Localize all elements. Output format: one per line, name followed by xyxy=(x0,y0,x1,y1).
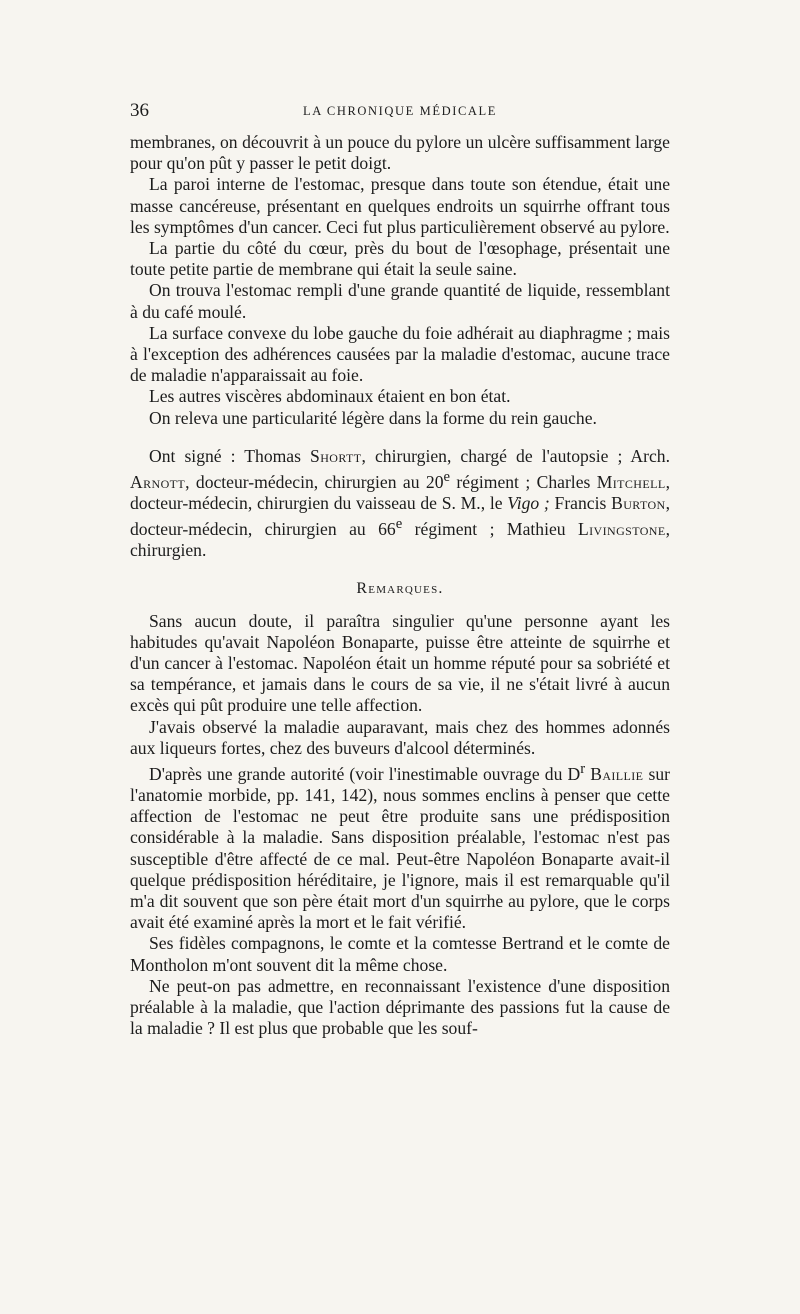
paragraph: J'avais observé la maladie auparavant, mais chez des hommes adonnés aux liqueurs fortes, chez des buveurs d'alcool déterminés. xyxy=(130,716,670,758)
paragraph: La paroi interne de l'estomac, presque dans toute son étendue, était une masse cancéreuse, présentant en quelques endroits un squirrhe offrant tous les symptômes d'un cancer. Ceci fut plus particulièrement observé au pylore. xyxy=(130,174,670,237)
sig-text: régiment ; Charles xyxy=(450,471,597,492)
signatory-name: Shortt xyxy=(310,445,362,466)
paragraph: On trouva l'estomac rempli d'une grande quantité de liquide, ressemblant à du café moulé. xyxy=(130,280,670,322)
paragraph: Ne peut-on pas admettre, en reconnaissant l'existence d'une disposition préalable à la maladie, que l'action déprimante des passions fut la cause de la maladie ? Il est plus que probable que les souf- xyxy=(130,975,670,1039)
paragraph: On releva une particularité légère dans la forme du rein gauche. xyxy=(149,407,597,428)
paragraph: Ses fidèles compagnons, le comte et la comtesse Bertrand et le comte de Montholon m'ont souvent dit la même chose. xyxy=(130,933,670,975)
sig-text: , docteur-médecin, chirurgien du vaisseau de S. M., le xyxy=(130,471,670,514)
ship-name: Vigo ; xyxy=(507,493,550,514)
signatory-name: Arnott xyxy=(130,471,186,492)
page-header xyxy=(130,100,670,126)
signatory-name: Burton xyxy=(611,493,666,514)
body-text xyxy=(130,132,670,1040)
superscript: r xyxy=(580,761,586,777)
sig-text: , docteur-médecin, chirurgien au 66 xyxy=(130,493,671,540)
paragraph: Les autres viscères abdominaux étaient en bon état. xyxy=(149,386,511,407)
paragraph: Sans aucun doute, il paraîtra singulier qu'une personne ayant les habitudes qu'avait Napoléon Bonaparte, puisse être atteinte de squirrhe et d'un cancer à l'estomac. Napoléon était un homme réputé pour sa sobriété et sa tempérance, et jamais dans le cours de sa vie, il ne s'était livré à aucun excès qui pût produire une telle affection. xyxy=(130,610,670,716)
signatory-name: Livingstone xyxy=(578,519,666,540)
signatures-paragraph xyxy=(130,446,670,562)
page xyxy=(130,100,670,1040)
section-title: Remarques. xyxy=(356,579,444,597)
sig-text: , chirurgien. xyxy=(130,519,670,561)
paragraph-text: D'après une grande autorité (voir l'inestimable ouvrage du D xyxy=(149,763,581,784)
sig-text: Ont signé : Thomas xyxy=(149,445,311,466)
superscript: e xyxy=(443,469,451,486)
paragraph: membranes, on découvrit à un pouce du pylore un ulcère suffisamment large pour qu'on pût y passer le petit doigt. xyxy=(130,132,670,174)
sig-text: , docteur-médecin, chirurgien au 20 xyxy=(185,471,444,492)
page-number: 36 xyxy=(130,100,149,121)
signatory-name: Mitchell xyxy=(596,471,666,492)
paragraph: La surface convexe du lobe gauche du foie adhérait au diaphragme ; mais à l'exception des adhérences causées par la maladie d'estomac, aucune trace de maladie n'apparaissait au foie. xyxy=(130,322,670,386)
running-head: LA CHRONIQUE MÉDICALE xyxy=(302,104,497,118)
sig-text: régiment ; Mathieu xyxy=(402,519,578,540)
cited-author: Baillie xyxy=(590,763,644,784)
paragraph xyxy=(130,759,670,933)
paragraph-text: sur l'anatomie morbide, pp. 141, 142), nous sommes enclins à penser que cette affection de l'estomac ne peut être produite sans une prédisposition considérable à la maladie. Sans disposition préalable, l'estomac n'est pas susceptible d'être affecté de ce mal. Peut-être Napoléon Bonaparte avait-il quelque prédisposition héréditaire, je l'ignore, mais il est remarquable qu'il m'a dit souvent que son père était mort d'un squirrhe au pylore, que le corps avait été examiné après la mort et le fait vérifié. xyxy=(130,763,671,933)
superscript: e xyxy=(395,516,403,533)
paragraph: La partie du côté du cœur, près du bout de l'œsophage, présentait une toute petite partie de membrane qui était la seule saine. xyxy=(130,238,670,280)
sig-text: Francis xyxy=(549,493,612,514)
sig-text: , chirurgien, chargé de l'autopsie ; Arch. xyxy=(361,445,670,466)
